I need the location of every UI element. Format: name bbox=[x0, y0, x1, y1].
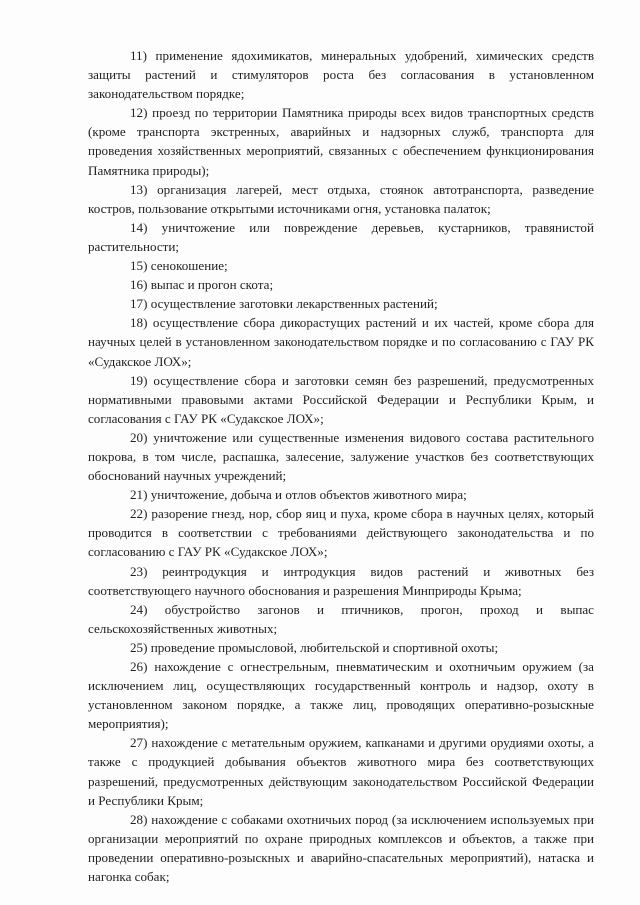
list-item-13: 13) организация лагерей, мест отдыха, стоянок автотранспорта, разведение костров, пользование открытыми источниками огня, установка палаток; bbox=[88, 181, 594, 216]
list-item-15: 15) сенокошение; bbox=[130, 258, 228, 274]
list-item-27: 27) нахождение с метательным оружием, капканами и другими орудиями охоты, а также с продукцией добывания объектов животного мира без соответствующих разрешений, предусмотренных действующим законодательством Российской Федерации и Республики Крым; bbox=[88, 735, 594, 808]
list-item-11: 11) применение ядохимикатов, минеральных удобрений, химических средств защиты растений и стимуляторов роста без согласования в установленном законодательством порядке; bbox=[88, 48, 594, 102]
list-item-19: 19) осуществление сбора и заготовки семян без разрешений, предусмотренных нормативными правовыми актами Российской Федерации и Республики Крым, и согласования с ГАУ РК «Судакское ЛОХ»; bbox=[88, 372, 594, 426]
list-item-17: 17) осуществление заготовки лекарственных растений; bbox=[130, 296, 438, 312]
list-item-28: 28) нахождение с собаками охотничьих пород (за исключением используемых при организации мероприятий по охране природных комплексов и объектов, а также при проведении оперативно-розыскных и аварийно-спасательных мероприятий), натаска и нагонка собак; bbox=[88, 811, 594, 885]
list-item-20: 20) уничтожение или существенные изменения видового состава растительного покрова, в том числе, распашка, залесение, залужение участков без соответствующих обоснований научных учреждений; bbox=[88, 429, 594, 484]
list-item-14: 14) уничтожение или повреждение деревьев, кустарников, травянистой растительности; bbox=[88, 219, 594, 254]
list-item-25: 25) проведение промысловой, любительской и спортивной охоты; bbox=[130, 639, 499, 655]
list-item-24: 24) обустройство загонов и птичников, прогон, проход и выпас сельскохозяйственных животных; bbox=[88, 601, 594, 636]
list-item-21: 21) уничтожение, добыча и отлов объектов животного мира; bbox=[130, 487, 467, 503]
list-item-18: 18) осуществление сбора дикорастущих растений и их частей, кроме сбора для научных целей в установленном законодательством порядке и по согласованию с ГАУ РК «Судакское ЛОХ»; bbox=[88, 315, 594, 369]
list-item-22: 22) разорение гнезд, нор, сбор яиц и пуха, кроме сбора в научных целях, который проводится в соответствии с требованиями действующего законодательства и по согласованию с ГАУ РК «Судакское ЛОХ»; bbox=[88, 506, 594, 560]
list-item-23: 23) реинтродукция и интродукция видов растений и животных без соответствующего научного обоснования и разрешения Минприроды Крыма; bbox=[88, 563, 594, 598]
list-item-16: 16) выпас и прогон скота; bbox=[130, 277, 274, 293]
list-item-26: 26) нахождение с огнестрельным, пневматическим и охотничьим оружием (за исключением лиц, осуществляющих государственный контроль и надзор, охоту в установленном законом порядке, а также лиц, проводящих оперативно-розыскные мероприятия); bbox=[88, 659, 594, 732]
list-item-12: 12) проезд по территории Памятника природы всех видов транспортных средств (кроме транспорта экстренных, аварийных и надзорных служб, транспорта для проведения хозяйственных мероприятий, связанных с обеспечением функционирования Памятника природы); bbox=[88, 105, 594, 178]
